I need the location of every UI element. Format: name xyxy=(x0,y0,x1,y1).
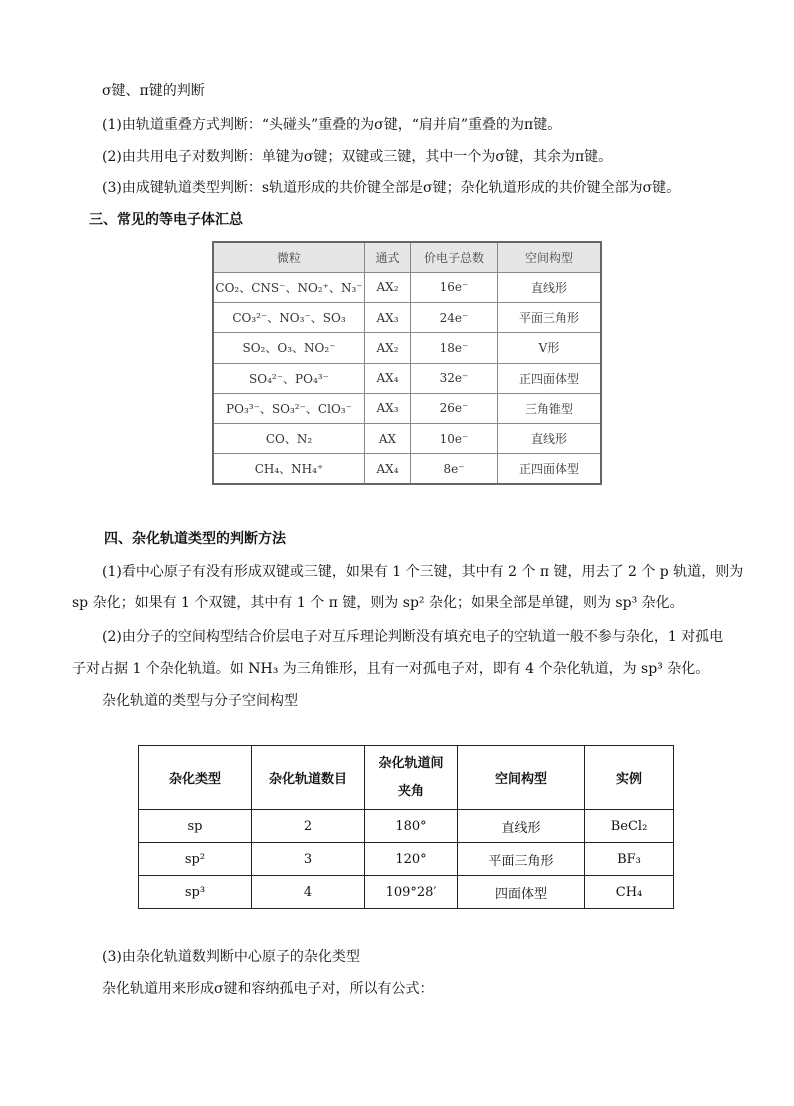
example-cell: BF₃ xyxy=(585,843,674,876)
count-cell: 2 xyxy=(252,810,365,843)
table-row xyxy=(213,363,601,393)
section4-p1-line1: (1)看中心原子有没有形成双键或三键，如果有 1 个三键，其中有 2 个 π 键，用去了 2 个 p 轨道，则为 xyxy=(102,564,744,580)
table-row xyxy=(213,393,601,423)
type-cell: sp² xyxy=(139,843,252,876)
particles-cell: CO₃²⁻、NO₃⁻、SO₃ xyxy=(213,303,365,333)
sigma-pi-item-2: (2)由共用电子对数判断：单键为σ键；双键或三键，其中一个为σ键，其余为π键。 xyxy=(102,149,613,165)
table-caption: 杂化轨道的类型与分子空间构型 xyxy=(102,693,298,709)
section4-p2-line1: (2)由分子的空间构型结合价层电子对互斥理论判断没有填充电子的空轨道一般不参与杂化，1 对孤电 xyxy=(102,629,724,645)
table-row xyxy=(213,454,601,484)
shape-cell: 直线形 xyxy=(498,272,602,302)
header-cell: 通式 xyxy=(365,242,411,272)
sigma-pi-title: σ键、π键的判断 xyxy=(102,83,205,99)
shape-cell: 直线形 xyxy=(458,810,585,843)
shape-cell: 四面体型 xyxy=(458,876,585,909)
header-cell: 微粒 xyxy=(213,242,365,272)
shape-cell: 三角锥型 xyxy=(498,393,602,423)
shape-cell: 直线形 xyxy=(498,424,602,454)
header-cell: 价电子总数 xyxy=(411,242,498,272)
particles-cell: CO₂、CNS⁻、NO₂⁺、N₃⁻ xyxy=(213,272,365,302)
section3-heading: 三、常见的等电子体汇总 xyxy=(89,212,243,228)
formula-cell: AX₄ xyxy=(365,454,411,484)
particles-cell: CO、N₂ xyxy=(213,424,365,454)
table-header-row xyxy=(139,746,674,810)
formula-cell: AX₃ xyxy=(365,303,411,333)
table-row xyxy=(213,333,601,363)
electrons-cell: 24e⁻ xyxy=(411,303,498,333)
header-angle-line2: 夹角 xyxy=(397,783,424,799)
angle-cell: 120° xyxy=(365,843,458,876)
header-cell xyxy=(365,746,458,810)
section4-p2-line2: 子对占据 1 个杂化轨道。如 NH₃ 为三角锥形，且有一对孤电子对，即有 4 个杂化轨道，为 sp³ 杂化。 xyxy=(72,661,710,677)
table-row xyxy=(213,272,601,302)
type-cell: sp³ xyxy=(139,876,252,909)
shape-cell: 平面三角形 xyxy=(458,843,585,876)
shape-cell: 正四面体型 xyxy=(498,363,602,393)
isoelectronic-table xyxy=(212,241,602,485)
electrons-cell: 8e⁻ xyxy=(411,454,498,484)
table-row xyxy=(139,876,674,909)
example-cell: CH₄ xyxy=(585,876,674,909)
particles-cell: SO₄²⁻、PO₄³⁻ xyxy=(213,363,365,393)
angle-cell: 180° xyxy=(365,810,458,843)
type-cell: sp xyxy=(139,810,252,843)
particles-cell: CH₄、NH₄⁺ xyxy=(213,454,365,484)
table-row xyxy=(139,843,674,876)
angle-cell: 109°28′ xyxy=(365,876,458,909)
header-angle-line1: 杂化轨道间 xyxy=(378,755,444,771)
electrons-cell: 18e⁻ xyxy=(411,333,498,363)
example-cell: BeCl₂ xyxy=(585,810,674,843)
header-cell: 实例 xyxy=(585,746,674,810)
table-header-row xyxy=(213,242,601,272)
formula-cell: AX xyxy=(365,424,411,454)
section4-heading: 四、杂化轨道类型的判断方法 xyxy=(104,531,286,547)
particles-cell: PO₃³⁻、SO₃²⁻、ClO₃⁻ xyxy=(213,393,365,423)
table-row xyxy=(213,424,601,454)
formula-cell: AX₂ xyxy=(365,333,411,363)
header-cell: 杂化类型 xyxy=(139,746,252,810)
shape-cell: 正四面体型 xyxy=(498,454,602,484)
section4-p1-line2: sp 杂化；如果有 1 个双键，其中有 1 个 π 键，则为 sp² 杂化；如果全部是单键，则为 sp³ 杂化。 xyxy=(72,595,684,611)
formula-cell: AX₃ xyxy=(365,393,411,423)
count-cell: 4 xyxy=(252,876,365,909)
electrons-cell: 10e⁻ xyxy=(411,424,498,454)
particles-cell: SO₂、O₃、NO₂⁻ xyxy=(213,333,365,363)
shape-cell: V形 xyxy=(498,333,602,363)
header-cell: 空间构型 xyxy=(458,746,585,810)
electrons-cell: 26e⁻ xyxy=(411,393,498,423)
electrons-cell: 16e⁻ xyxy=(411,272,498,302)
table-row xyxy=(213,303,601,333)
section4-p3-text: 杂化轨道用来形成σ键和容纳孤电子对，所以有公式： xyxy=(102,981,434,997)
sigma-pi-item-1: (1)由轨道重叠方式判断：“头碰头”重叠的为σ键，“肩并肩”重叠的为π键。 xyxy=(102,117,562,133)
formula-cell: AX₄ xyxy=(365,363,411,393)
count-cell: 3 xyxy=(252,843,365,876)
header-cell: 空间构型 xyxy=(498,242,602,272)
hybridization-table xyxy=(138,745,674,909)
electrons-cell: 32e⁻ xyxy=(411,363,498,393)
table-row xyxy=(139,810,674,843)
section4-p3-title: (3)由杂化轨道数判断中心原子的杂化类型 xyxy=(102,949,360,965)
sigma-pi-item-3: (3)由成键轨道类型判断：s轨道形成的共价键全部是σ键；杂化轨道形成的共价键全部为σ键。 xyxy=(102,180,681,196)
shape-cell: 平面三角形 xyxy=(498,303,602,333)
header-cell: 杂化轨道数目 xyxy=(252,746,365,810)
formula-cell: AX₂ xyxy=(365,272,411,302)
